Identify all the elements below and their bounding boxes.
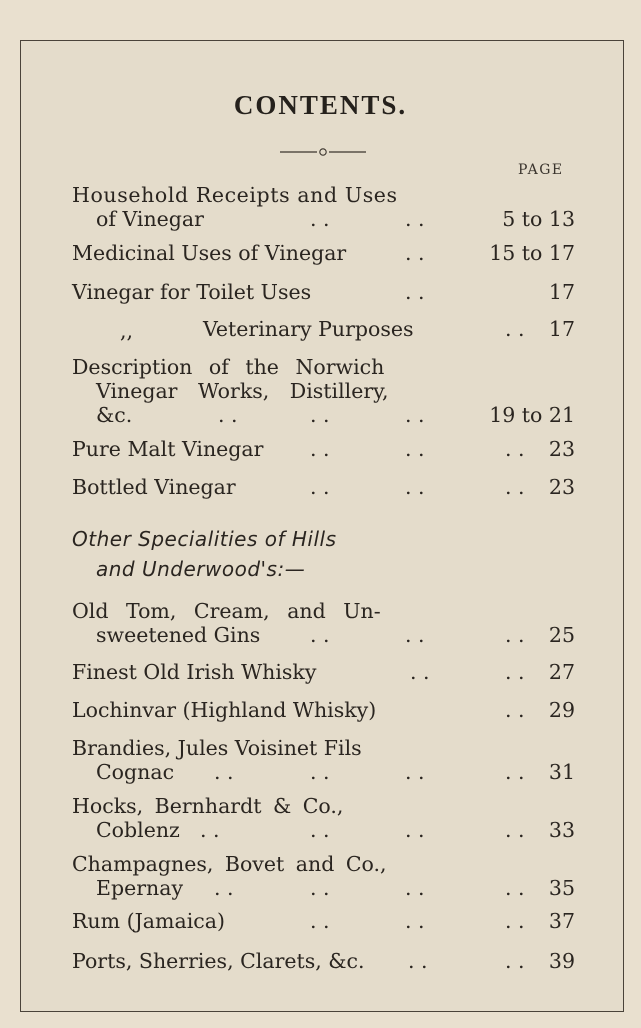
dot-leader: . .	[410, 660, 430, 684]
dot-leader: . .	[310, 475, 330, 499]
dot-leader: . .	[405, 280, 425, 304]
entry-text-line: Finest Old Irish Whisky	[72, 660, 317, 684]
dot-leader: . .	[405, 403, 425, 427]
dot-leader: . .	[310, 437, 330, 461]
dot-leader: . .	[405, 760, 425, 784]
dot-leader: . .	[405, 475, 425, 499]
page-reference: 5 to 13	[502, 207, 575, 231]
page-reference: 33	[548, 818, 575, 842]
page-column-header: PAGE	[518, 162, 564, 178]
ditto-mark: ,,	[120, 319, 134, 343]
dot-leader: . .	[505, 317, 525, 341]
dot-leader: . .	[310, 818, 330, 842]
entry-text-line: Vinegar for Toilet Uses	[72, 280, 312, 304]
page-reference: 23	[548, 475, 575, 499]
page-reference: 39	[548, 949, 575, 973]
page-reference: 15 to 17	[489, 241, 575, 265]
entry-text-line: of Vinegar	[96, 207, 204, 231]
entry-text-line: Bottled Vinegar	[72, 475, 236, 499]
entry-text-line: Lochinvar (Highland Whisky)	[72, 698, 377, 722]
dot-leader: . .	[505, 475, 525, 499]
entry-text-line: sweetened Gins	[96, 623, 261, 647]
entry-text-line: Coblenz	[96, 818, 180, 842]
entry-text-line: Veterinary Purposes	[203, 317, 414, 341]
dot-leader: . .	[505, 949, 525, 973]
section-heading-line: and Underwood's:—	[96, 557, 306, 581]
page-reference: 31	[548, 760, 575, 784]
page-reference: 23	[548, 437, 575, 461]
dot-leader: . .	[505, 909, 525, 933]
dot-leader: . .	[214, 760, 234, 784]
dot-leader: . .	[310, 909, 330, 933]
entry-text-line: Epernay	[96, 876, 184, 900]
dot-leader: . .	[505, 660, 525, 684]
page-title: CONTENTS.	[233, 90, 408, 120]
entry-text-line: Hocks, Bernhardt & Co.,	[72, 794, 344, 818]
dot-leader: . .	[214, 876, 234, 900]
dot-leader: . .	[405, 207, 425, 231]
dot-leader: . .	[505, 876, 525, 900]
page-reference: 29	[548, 698, 575, 722]
page-reference: 35	[548, 876, 575, 900]
dot-leader: . .	[405, 909, 425, 933]
ornament-divider	[280, 146, 366, 158]
page-reference: 19 to 21	[489, 403, 575, 427]
page-reference: 17	[548, 317, 575, 341]
entry-text-line: Rum (Jamaica)	[72, 909, 225, 933]
dot-leader: . .	[505, 623, 525, 647]
page-reference: 17	[548, 280, 575, 304]
dot-leader: . .	[310, 403, 330, 427]
dot-leader: . .	[505, 437, 525, 461]
dot-leader: . .	[408, 949, 428, 973]
page-reference: 25	[548, 623, 575, 647]
entry-text-line: Household Receipts and Uses	[72, 183, 398, 207]
entry-text-line: Vinegar Works, Distillery,	[96, 379, 389, 403]
page-reference: 37	[548, 909, 575, 933]
dot-leader: . .	[505, 698, 525, 722]
section-heading-line: Other Specialities of Hills	[72, 527, 337, 551]
entry-text-line: Champagnes, Bovet and Co.,	[72, 852, 387, 876]
dot-leader: . .	[405, 623, 425, 647]
dot-leader: . .	[310, 207, 330, 231]
dot-leader: . .	[405, 818, 425, 842]
dot-leader: . .	[200, 818, 220, 842]
dot-leader: . .	[505, 818, 525, 842]
entry-text-line: &c.	[96, 403, 133, 427]
dot-leader: . .	[310, 623, 330, 647]
dot-leader: . .	[218, 403, 238, 427]
dot-leader: . .	[405, 437, 425, 461]
dot-leader: . .	[405, 876, 425, 900]
entry-text-line: Pure Malt Vinegar	[72, 437, 264, 461]
entry-text-line: Old Tom, Cream, and Un-	[72, 599, 381, 623]
dot-leader: . .	[310, 876, 330, 900]
page-reference: 27	[548, 660, 575, 684]
entry-text-line: Description of the Norwich	[72, 355, 385, 379]
dot-leader: . .	[505, 760, 525, 784]
dot-leader: . .	[310, 760, 330, 784]
dot-leader: . .	[405, 241, 425, 265]
entry-text-line: Brandies, Jules Voisinet Fils	[72, 736, 362, 760]
entry-text-line: Ports, Sherries, Clarets, &c.	[72, 949, 365, 973]
entry-text-line: Medicinal Uses of Vinegar	[72, 241, 347, 265]
entry-text-line: Cognac	[96, 760, 175, 784]
